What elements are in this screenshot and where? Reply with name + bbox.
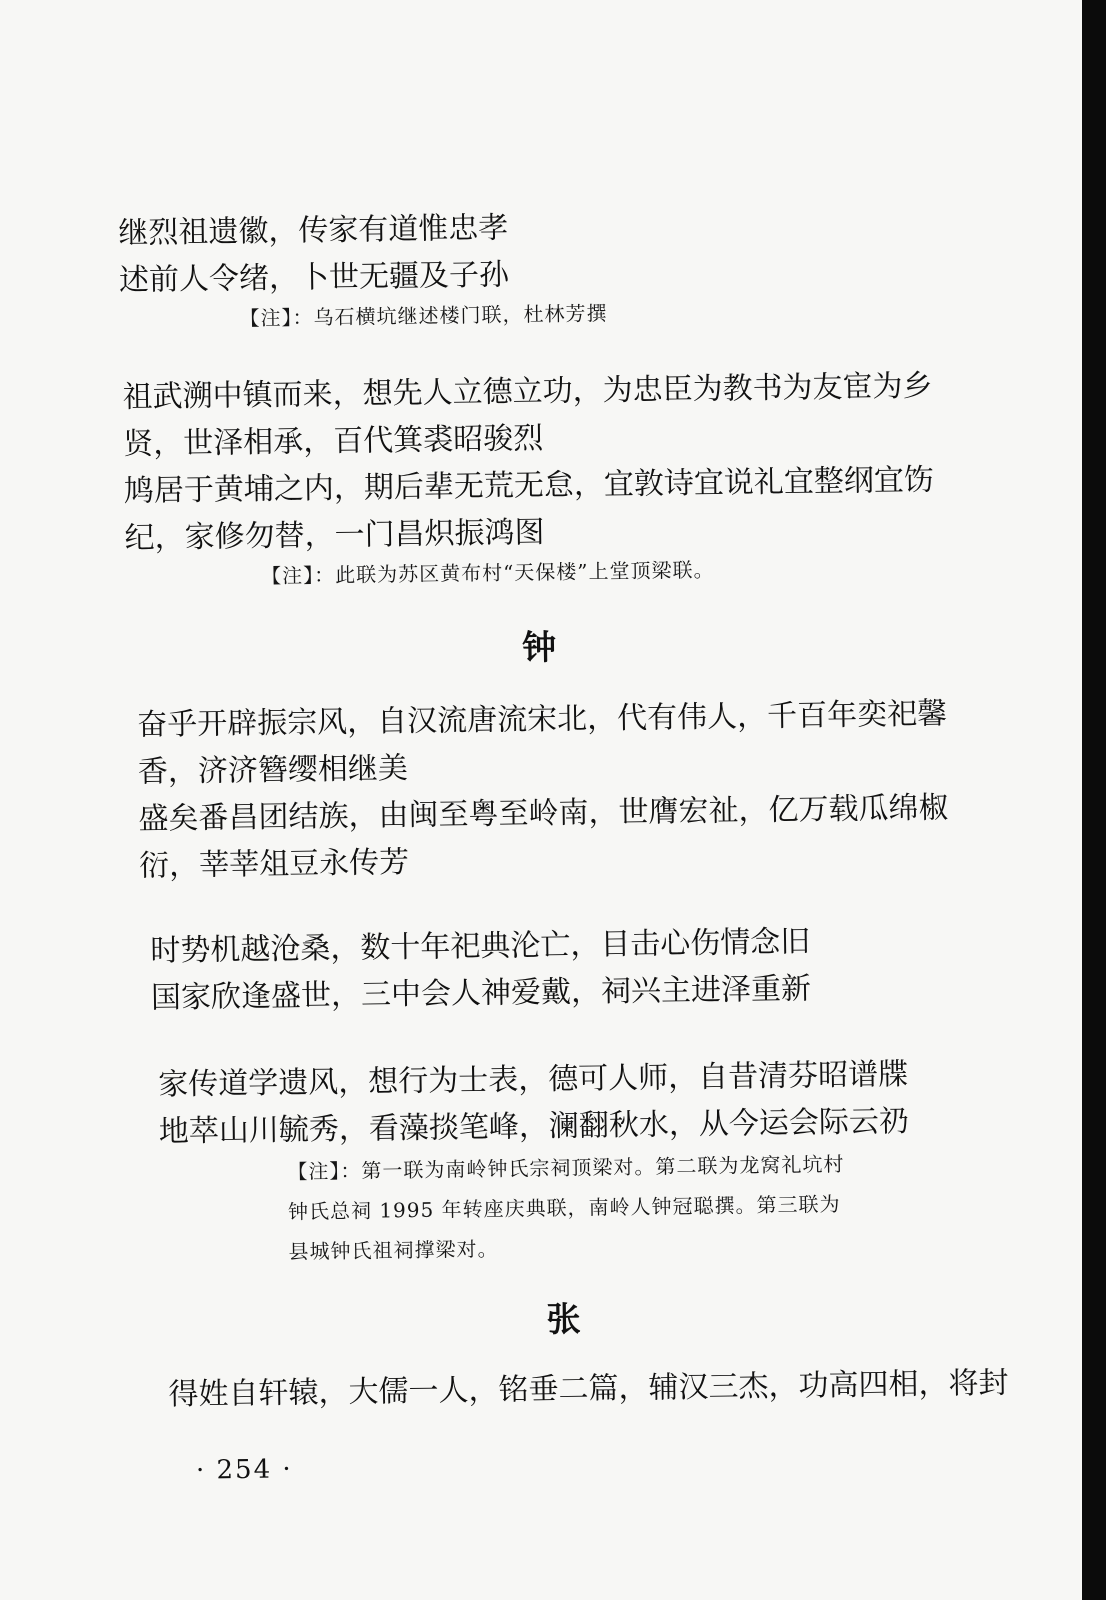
couplet: [137, 690, 988, 890]
couplet-line: 述前人令绪，卜世无疆及子孙: [118, 257, 510, 298]
couplet: [118, 198, 980, 340]
couplet-line: 继烈祖遗徽，传家有道惟忠孝: [118, 210, 509, 251]
note-line: 县城钟氏祖祠撑梁对。: [288, 1236, 499, 1264]
surname-heading-zhong: 钟: [521, 627, 557, 669]
couplet-line: 盛矣番昌团结族，由闽至粤至岭南，世膺宏祉，亿万载瓜绵椒: [138, 790, 949, 837]
couplet-line: 香，济济簪缨相继美: [137, 751, 409, 790]
couplet-line: 纪，家修勿替，一门昌炽振鸿图: [124, 515, 545, 556]
couplet-line: 衍，莘莘俎豆永传芳: [138, 845, 410, 884]
couplet: [150, 916, 989, 1022]
couplet-line: 得姓自轩辕，大儒一人，铭垂二篇，辅汉三杰，功高四相，将封: [168, 1365, 1009, 1413]
couplet-line: 地萃山川毓秀，看藻掞笔峰，澜翻秋水，从今运会际云礽: [158, 1104, 910, 1150]
couplet-note: 【注】：乌石横坑继述楼门联，杜林芳撰: [239, 301, 608, 331]
surname-heading-zhang: 张: [546, 1299, 581, 1341]
page-number: · 254 ·: [195, 1454, 293, 1486]
couplet-line: 时势机越沧桑，数十年祀典沦亡，目击心伤情念旧: [150, 924, 811, 969]
page-content: [118, 198, 1009, 1419]
scan-edge-shadow: [1082, 0, 1106, 1600]
note-line: 钟氏总祠 1995 年转座庆典联，南岭人钟冠聪撰。第三联为: [287, 1192, 841, 1224]
couplet-line: 家传道学遗风，想行为士表，德可人师，自昔清芬昭谱牒: [157, 1057, 909, 1103]
couplet-line: 奋乎开辟振宗风，自汉流唐流宋北，代有伟人，千百年奕祀馨: [136, 696, 948, 743]
couplet-line: 祖武溯中镇而来，想先人立德立功，为忠臣为教书为友宦为乡: [122, 368, 933, 415]
couplet: [158, 1050, 993, 1274]
couplet-note: 【注】：此联为苏区黄布村“天保楼”上堂顶梁联。: [260, 557, 715, 589]
couplet-note: [287, 1142, 993, 1272]
couplet-line: 鸠居于黄埔之内，期后辈无荒无怠，宜敦诗宜说礼宜整纲宜饬: [123, 462, 935, 509]
couplet: [168, 1360, 1009, 1419]
couplet-line: 贤，世泽相承，百代箕裘昭骏烈: [123, 421, 544, 462]
note-line: 【注】：第一联为南岭钟氏宗祠顶梁对。第二联为龙窝礼坑村: [287, 1151, 845, 1184]
couplet: [122, 362, 983, 598]
couplet-line: 国家欣逢盛世，三中会人神爱戴，祠兴主进泽重新: [150, 971, 812, 1016]
